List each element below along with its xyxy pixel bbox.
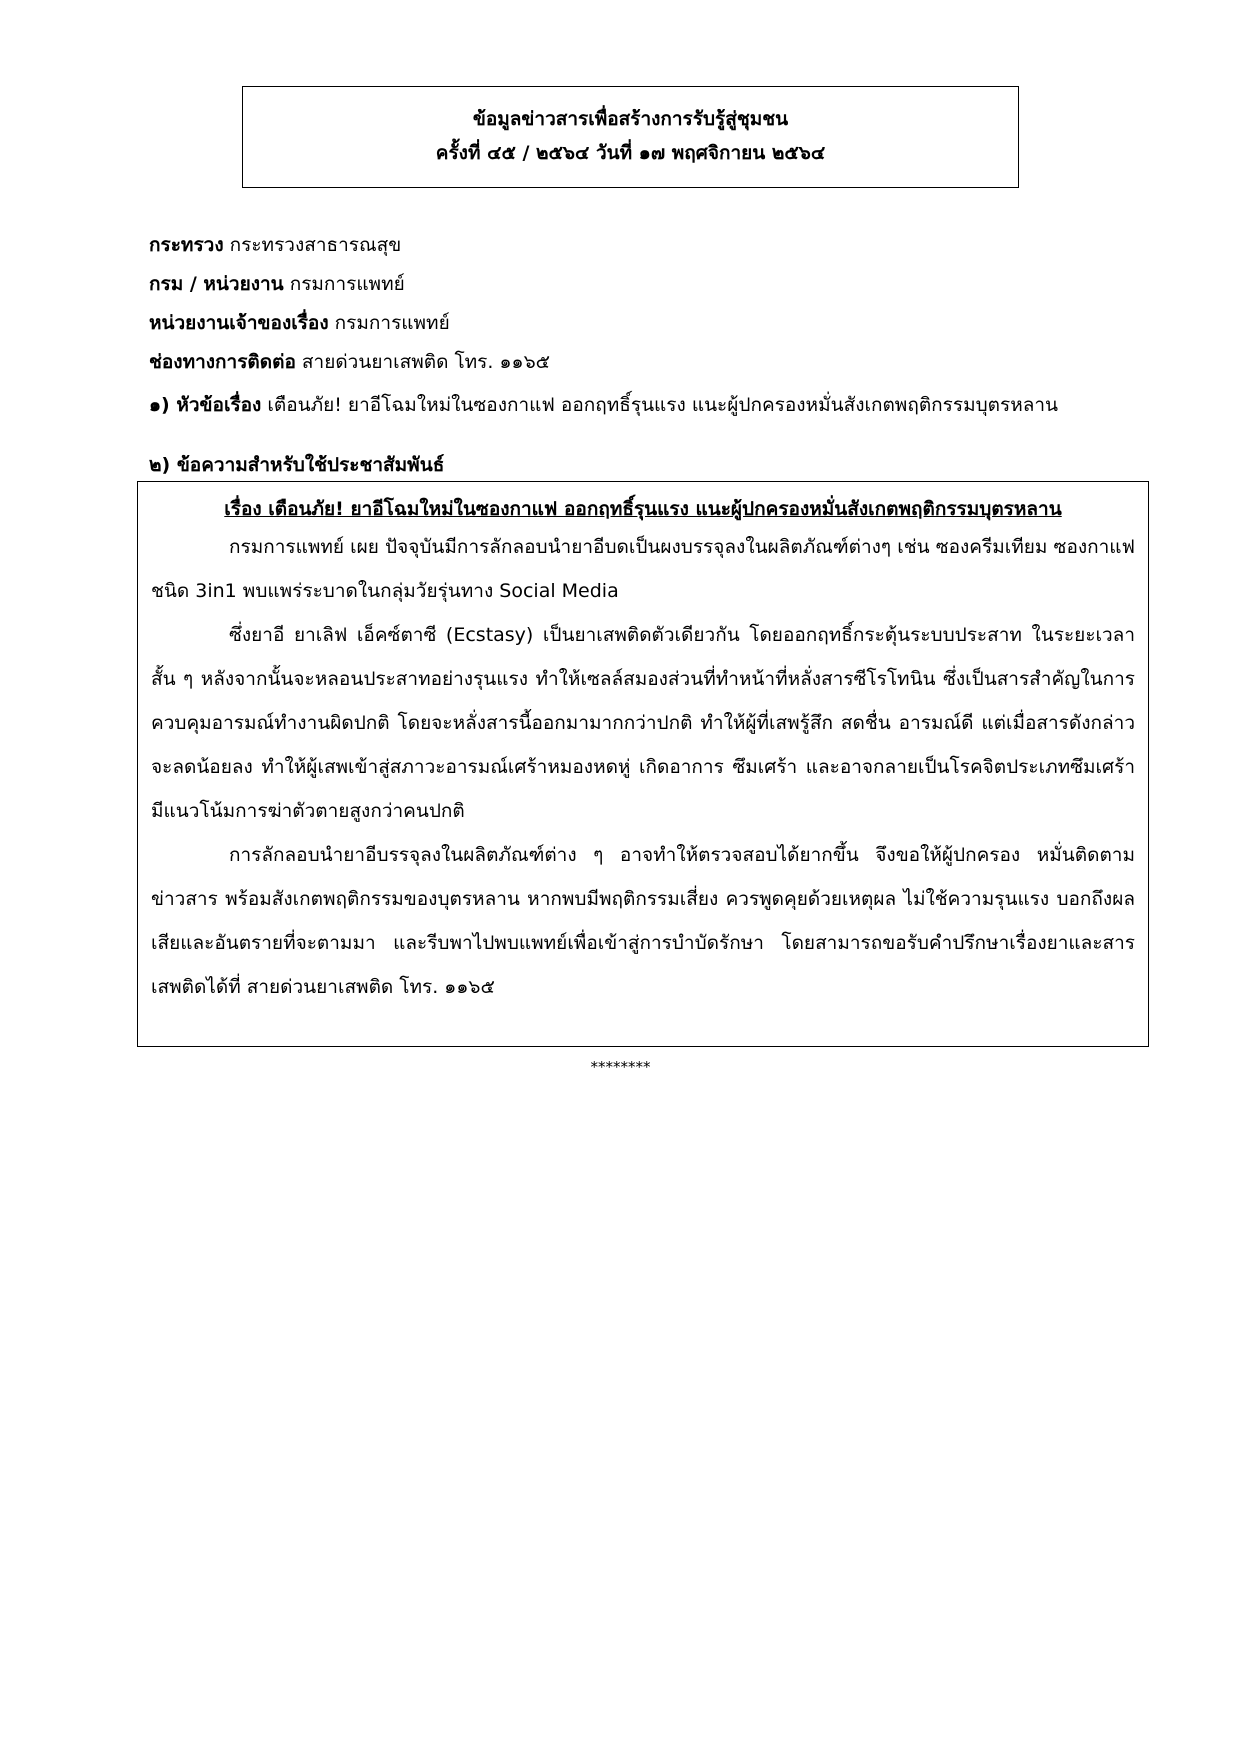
- content-paragraph-text: การลักลอบนำยาอีบรรจุลงในผลิตภัณฑ์ต่าง ๆ อาจทำให้ตรวจสอบได้ยากขึ้น จึงขอให้ผู้ปกครอง หมั่นติดตามข่าวสาร พร้อมสังเกตพฤติกรรมของบุตรหลาน หากพบมีพฤติกรรมเสี่ยง ควรพูดคุยด้วยเหตุผล ไม่ใช้ความรุนแรง บอกถึงผลเสียและอันตรายที่จะตามมา และรีบพาไปพบแพทย์เพื่อเข้าสู่การบำบัดรักษา โดยสามารถขอรับคำปรึกษาเรื่องยาและสารเสพติดได้ที่ สายด่วนยาเสพติด โทร. ๑๑๖๕: [151, 844, 1135, 998]
- content-paragraph-text: กรมการแพทย์ เผย ปัจจุบันมีการลักลอบนำยาอีบดเป็นผงบรรจุลงในผลิตภัณฑ์ต่างๆ เช่น ซองครีมเทียม ซองกาแฟ ชนิด 3in1 พบแพร่ระบาดในกลุ่มวัยรุ่นทาง Social Media: [151, 536, 1135, 602]
- meta-department-value: กรมการแพทย์: [289, 273, 405, 295]
- end-separator: ********: [590, 1058, 651, 1076]
- meta-owner-label: หน่วยงานเจ้าของเรื่อง: [149, 312, 329, 334]
- meta-contact: [149, 343, 1109, 382]
- meta-owner: [149, 304, 1109, 343]
- content-paragraph: [151, 613, 1135, 833]
- content-title: เรื่อง เตือนภัย! ยาอีโฉมใหม่ในซองกาแฟ ออกฤทธิ์รุนแรง แนะผู้ปกครองหมั่นสังเกตพฤติกรรมบุตรหลาน: [224, 498, 1062, 520]
- pr-content-box: [137, 481, 1149, 1047]
- topic: [149, 390, 1109, 420]
- content-paragraph: [151, 833, 1135, 1009]
- meta-info: [149, 226, 1109, 382]
- content-paragraph-text: ซึ่งยาอี ยาเลิฟ เอ็คซ์ตาซี (Ecstasy) เป็นยาเสพติดตัวเดียวกัน โดยออกฤทธิ์กระตุ้นระบบประสาท ในระยะเวลาสั้น ๆ หลังจากนั้นจะหลอนประสาทอย่างรุนแรง ทำให้เซลล์สมองส่วนที่ทำหน้าที่หลั่งสารซีโรโทนิน ซึ่งเป็นสารสำคัญในการควบคุมอารมณ์ทำงานผิดปกติ โดยจะหลั่งสารนี้ออกมามากกว่าปกติ ทำให้ผู้ที่เสพรู้สึก สดชื่น อารมณ์ดี แต่เมื่อสารดังกล่าวจะลดน้อยลง ทำให้ผู้เสพเข้าสู่สภาวะอารมณ์เศร้าหมองหดหู่ เกิดอาการ ซึมเศร้า และอาจกลายเป็นโรคจิตประเภทซึมเศร้า มีแนวโน้มการฆ่าตัวตายสูงกว่าคนปกติ: [151, 624, 1135, 822]
- pr-section-label: ๒) ข้อความสำหรับใช้ประชาสัมพันธ์: [149, 454, 445, 476]
- meta-owner-value: กรมการแพทย์: [334, 312, 450, 334]
- header-title: ข้อมูลข่าวสารเพื่อสร้างการรับรู้สู่ชุมชน: [472, 108, 789, 130]
- header-box: [242, 86, 1019, 188]
- topic-value: เตือนภัย! ยาอีโฉมใหม่ในซองกาแฟ ออกฤทธิ์รุนแรง แนะผู้ปกครองหมั่นสังเกตพฤติกรรมบุตรหลาน: [267, 394, 1059, 416]
- meta-ministry-value: กระทรวงสาธารณสุข: [229, 234, 402, 256]
- meta-contact-value: สายด่วนยาเสพติด โทร. ๑๑๖๕: [301, 351, 551, 373]
- meta-ministry-label: กระทรวง: [149, 234, 224, 256]
- meta-ministry: [149, 226, 1109, 265]
- topic-label: ๑) หัวข้อเรื่อง: [149, 394, 262, 416]
- content-paragraph: [151, 525, 1135, 613]
- meta-contact-label: ช่องทางการติดต่อ: [149, 351, 296, 373]
- header-issue-date: ครั้งที่ ๔๕ / ๒๕๖๔ วันที่ ๑๗ พฤศจิกายน ๒๕๖๔: [435, 142, 826, 164]
- meta-department: [149, 265, 1109, 304]
- meta-department-label: กรม / หน่วยงาน: [149, 273, 284, 295]
